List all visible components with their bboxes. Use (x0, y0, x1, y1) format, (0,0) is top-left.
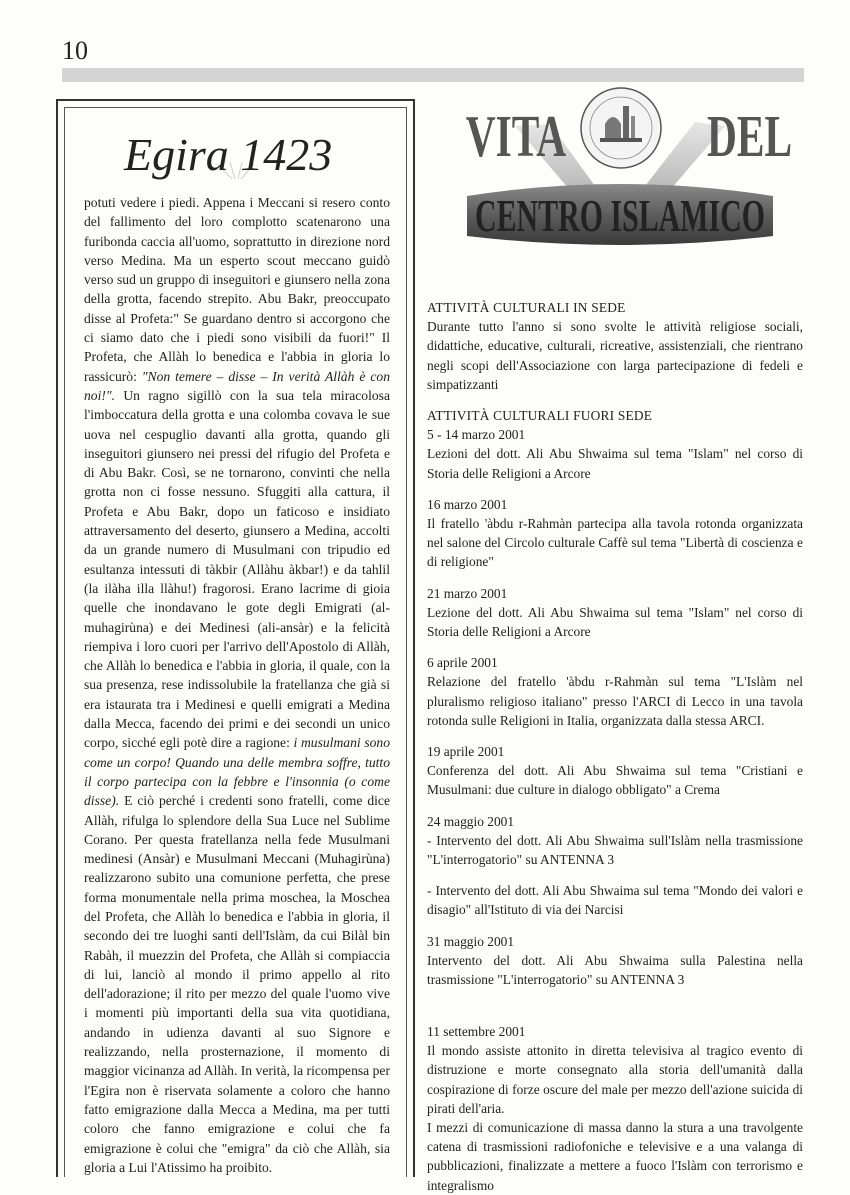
activities-column (427, 298, 803, 1001)
header-rule (62, 68, 804, 82)
activity-text: Il mondo assiste attonito in diretta televisiva al tragico evento di distruzione e morte consegnato alla storia dell'umanità dalla cospirazione di forze oscure del male per mezzo dell'azione suicida di pirati dell'aria. (427, 1043, 803, 1116)
activity-text: Lezione del dott. Ali Abu Shwaima sul tema "Islam" nel corso di Storia delle Religioni a Arcore (427, 604, 803, 640)
article-quote: i musulmani sono come un corpo! Quando una delle membra soffre, tutto il corpo partecipa con la febbre e l'insonnia (o come disse). (84, 735, 390, 809)
article-title (122, 124, 362, 180)
activity-date: 19 aprile 2001 (427, 744, 505, 760)
activity-entry (427, 653, 803, 730)
logo-graphic (455, 86, 793, 291)
activity-entry (427, 495, 803, 572)
article-body (84, 193, 390, 1177)
section-heading: ATTIVITÀ CULTURALI FUORI SEDE (427, 408, 653, 424)
activity-date: 5 - 14 marzo 2001 (427, 427, 526, 443)
logo-banner (467, 184, 773, 245)
activity-entry (427, 584, 803, 642)
activity-text: - Intervento del dott. Ali Abu Shwaima sul tema "Mondo dei valori e disagio" all'Istituto di via dei Narcisi (427, 883, 803, 918)
activity-entry (427, 881, 803, 919)
activity-entry (427, 298, 803, 394)
page-number: 10 (62, 36, 88, 65)
activity-entry (427, 812, 803, 870)
activity-date: 21 marzo 2001 (427, 585, 508, 601)
activity-text: Il fratello 'àbdu r-Rahmàn partecipa alla tavola rotonda organizzata nel salone del Circolo culturale Caffè sul tema "Libertà di coscienza e di religione" (427, 516, 803, 570)
centro-islamico-logo (455, 86, 793, 291)
activity-text: Lezioni del dott. Ali Abu Shwaima sul tema "Islam" nel corso di Storia delle Religioni a Arcore (427, 446, 803, 481)
activity-text: - Intervento del dott. Ali Abu Shwaima sull'Islàm nella trasmissione "L'interrogatorio" su ANTENNA 3 (427, 832, 803, 868)
logo-word-vita: VITA (465, 103, 567, 171)
activity-entry-last (427, 1022, 803, 1195)
title-graphic (122, 124, 362, 180)
activity-date: 16 marzo 2001 (427, 496, 508, 512)
activity-text: Intervento del dott. Ali Abu Shwaima sulla Palestina nella trasmissione "L'interrogatorio" su ANTENNA 3 (427, 952, 803, 988)
activity-text: Durante tutto l'anno si sono svolte le attività religiose sociali, didattiche, educative, culturali, ricreative, assistenziali, che rientrano negli scopi dell'Associazione con larga partecipazione di fedeli e simpatizzanti (427, 319, 803, 392)
activity-date: 24 maggio 2001 (427, 813, 515, 829)
logo-word-del: DEL (707, 103, 793, 171)
activity-date: 11 settembre 2001 (427, 1024, 526, 1039)
article-quote: "Non temere – disse – In verità Allàh è con noi!". (84, 368, 390, 403)
activity-date: 31 maggio 2001 (427, 933, 515, 949)
activity-text: Relazione del fratello 'àbdu r-Rahmàn sul tema "L'Islàm nel pluralismo religioso italiano" presso l'ARCI di Lecco in una tavola rotonda sulle Religioni in Italia, organizzata dalla stessa ARCI. (427, 674, 803, 728)
activity-date: 6 aprile 2001 (427, 655, 498, 671)
section-heading: ATTIVITÀ CULTURALI IN SEDE (427, 300, 626, 315)
activity-entry (427, 932, 803, 990)
activity-text-2: I mezzi di comunicazione di massa danno la stura a una travolgente catena di trasmissioni radiofoniche e televisive e a una valanga di pubblicazioni, finalizzate a mettere a fuoco l'Islàm con terrorismo e integralismo (427, 1120, 803, 1193)
article-title-text: Egira 1423 (124, 129, 333, 180)
activity-text: Conferenza del dott. Ali Abu Shwaima sul tema "Cristiani e Musulmani: due culture in dialogo obbligato" a Crema (427, 763, 803, 798)
article-paragraph (84, 193, 390, 1177)
article-text-run: potuti vedere i piedi. Appena i Meccani si resero conto del fallimento del loro complotto scatenarono una furibonda caccia all'uomo, soprattutto in direzione nord verso Medina. Ma un esperto scout meccano guidò verso sud un gruppo di inseguitori e giunsero nella zona della grotta, facendo strepito. Abu Bakr, preoccupato disse al Profeta:" Se guardano dentro si accorgono che ci siamo dato che i piedi sono visibili da fuori!" Il Profeta, che Allàh lo benedica e l'abbia in gloria lo rassicurò: (84, 195, 390, 384)
activity-entry (427, 742, 803, 800)
logo-banner-text: CENTRO ISLAMICO (475, 191, 765, 242)
activity-entry (427, 406, 803, 483)
mosque-emblem (581, 88, 661, 168)
article-text-run: Un ragno sigillò con la sua tela miracolosa l'imboccatura della grotta e una colomba covava le sue uova nel cespuglio davanti alla grotta, quando gli inseguitori giunsero nei pressi del rifugio del Profeta e di Abu Bakr. Così, se ne tornarono, convinti che nella grotta non ci fosse nessuno. Sfuggiti alla cattura, il Profeta e Abu Bakr, dopo un faticoso e insidiato attraversamento del deserto, giunsero a Medina, accolti da un grande numero di Musulmani con tripudio ed esultanza intessuti di tàkbir (Allàhu àkbar!) e da tahlil (la ilàha illa llàhu!) fragorosi. Erano lacrime di gioia quelle che inondavano le gote degli Emigrati (al-muhagirùna) e dei Medinesi (ali-ansàr) e la felicità riempiva i loro cuori per l'arrivo dell'Apostolo di Allàh, che Allàh lo benedica e l'abbia in gloria, il quale, con la sua presenza, rese indissolubile la fratellanza che già si era istaurata tra i Medinesi e quelli emigrati a Medina dalla Mecca, facendo dei primi e dei secondi un unico corpo, sicché egli potè dire a ragione: (84, 387, 390, 751)
article-text-run: E ciò perché i credenti sono fratelli, come dice Allàh, rifulga lo splendore della Sua Luce nel Sublime Corano. Per questa fratellanza nella fede Musulmani medinesi (Ansàr) e Musulmani Meccani (Muhagirùna) realizzarono subito una comunione perfetta, che prese forma monumentale nella prima moschea, la Moschea del Profeta, che Allàh lo benedica e l'abbia in gloria, il secondo dei tre luoghi santi dell'Islàm, da cui Bilàl bin Rabàh, il muezzin del Profeta, che Allàh si compiaccia di lui, lanciò al mondo il primo appello al rito dell'adorazione; il rito per mezzo del quale l'uomo vive i momenti più importanti della sua vita quotidiana, andando in udienza davanti al suo Signore e realizzando, nella prosternazione, il momento di maggior vicinanza ad Allàh. In verità, la ricompensa per l'Egira non è riservata solamente a coloro che hanno fatto emigrazione dalla Mecca a Medina, ma per tutti coloro che fanno emigrazione e colui che fa emigrazione è colui che "emigra" da ciò che Allàh, sia gloria a Lui l'Atissimo ha proibito. (84, 793, 390, 1175)
